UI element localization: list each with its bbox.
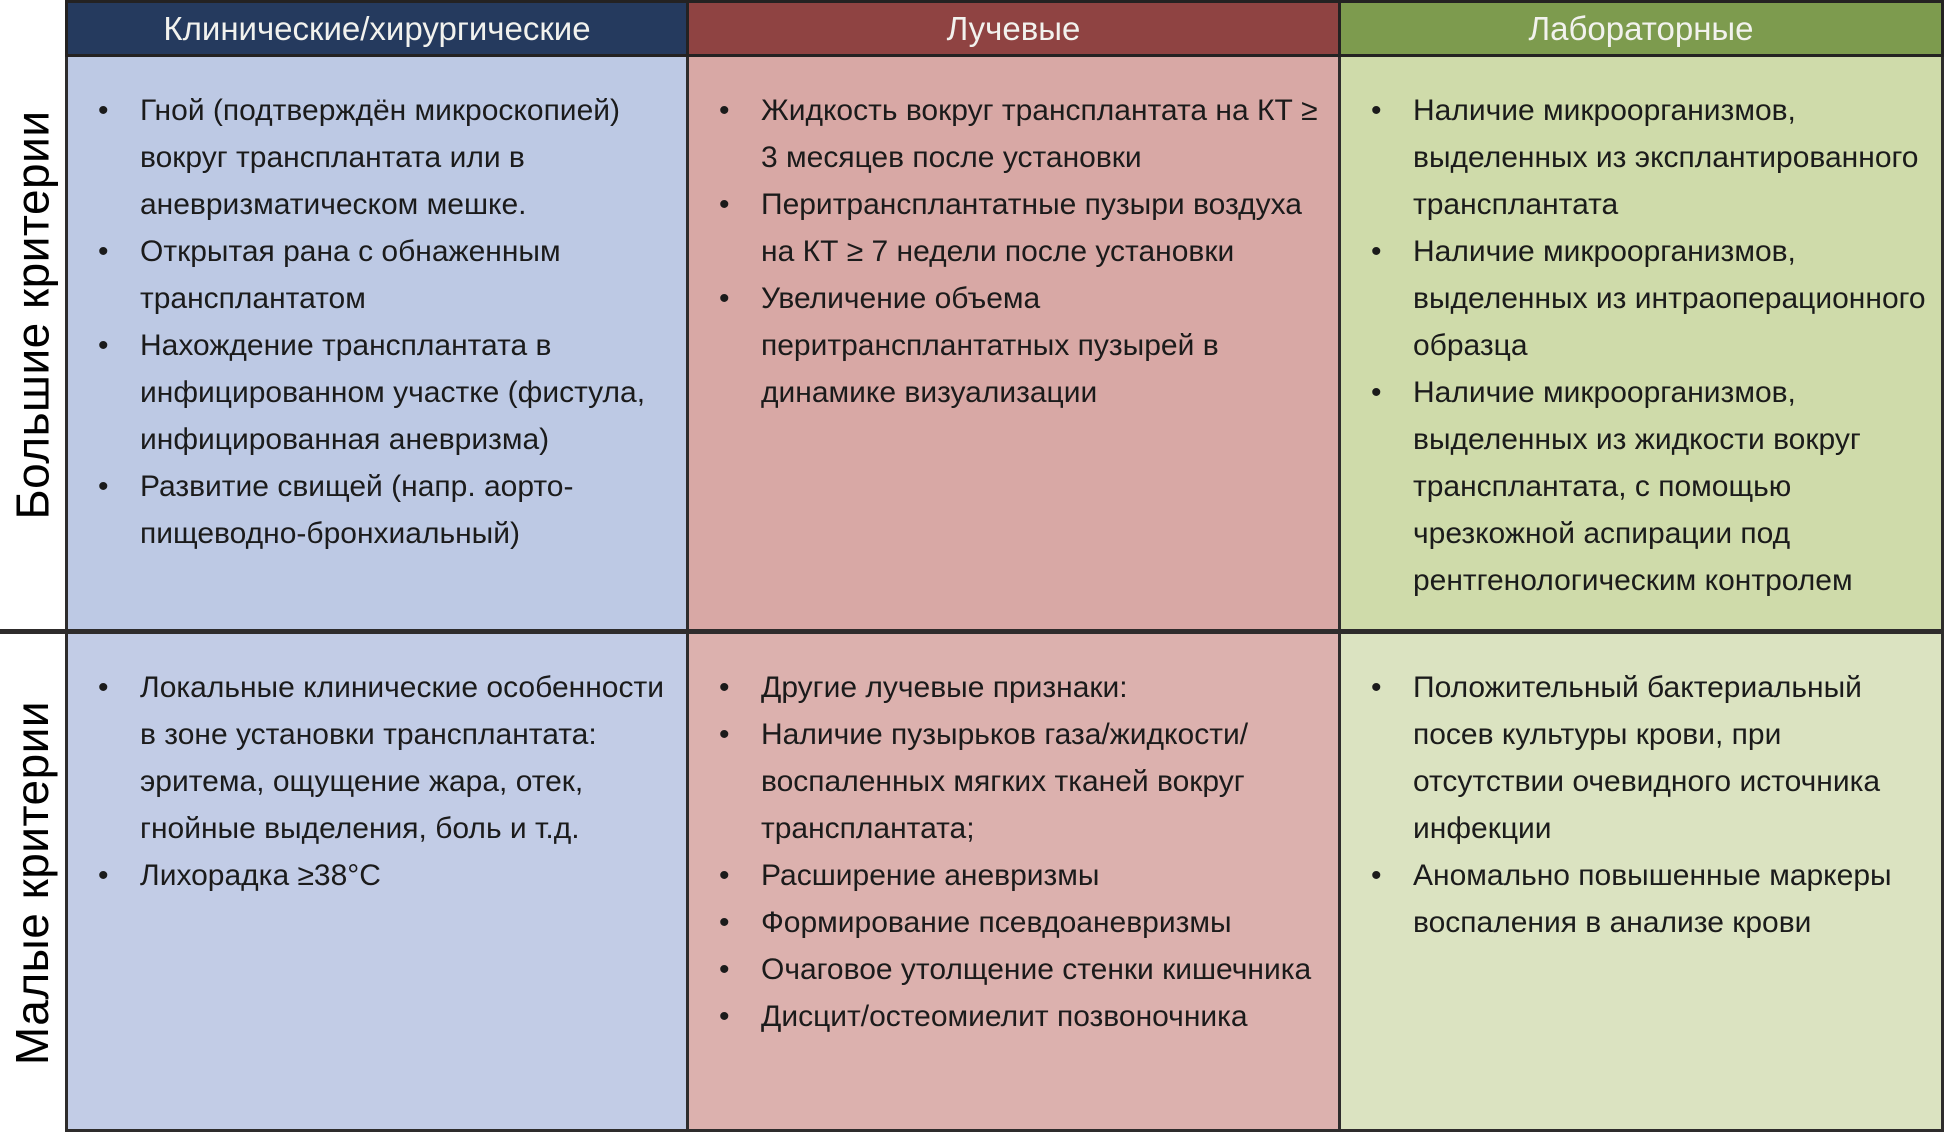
row-label-major: Большие критерии: [6, 109, 59, 520]
bullet-item: • Жидкость вокруг трансплантата на КТ ≥ 3 месяцев после установки: [715, 87, 1324, 181]
bullet-list-minor-clinical: [94, 664, 672, 899]
cell-major-radiology: [686, 57, 1338, 634]
bullet-item: • Нахождение трансплантата в инфицированном участке (фистула, инфицированная аневризма): [94, 322, 672, 463]
cell-minor-radiology: [686, 634, 1338, 1132]
bullet-item: • Развитие свищей (напр. аорто-пищеводно-бронхиальный): [94, 463, 672, 557]
column-header-clinical-surgical: [65, 0, 686, 57]
bullet-item: • Наличие микроорганизмов, выделенных из интраоперационного образца: [1367, 228, 1927, 369]
bullet-item: • Открытая рана с обнаженным трансплантатом: [94, 228, 672, 322]
bullet-item: • Формирование псевдоаневризмы: [715, 899, 1324, 946]
bullet-item: • Расширение аневризмы: [715, 852, 1324, 899]
bullet-item: • Аномально повышенные маркеры воспаления в анализе крови: [1367, 852, 1927, 946]
bullet-item: • Наличие микроорганизмов, выделенных из жидкости вокруг трансплантата, с помощью чрезкожной аспирации под рентгенологическим контролем: [1367, 369, 1927, 604]
cell-minor-clinical: [65, 634, 686, 1132]
cell-minor-laboratory: [1338, 634, 1944, 1132]
bullet-item: • Другие лучевые признаки:: [715, 664, 1324, 711]
column-header-radiology: [686, 0, 1338, 57]
bullet-item: • Очаговое утолщение стенки кишечника: [715, 946, 1324, 993]
column-header-laboratory: [1338, 0, 1944, 57]
bullet-item: • Перитрансплантатные пузыри воздуха на КТ ≥ 7 недели после установки: [715, 181, 1324, 275]
column-header-radiology-label: Лучевые: [946, 9, 1081, 47]
bullet-item: • Наличие микроорганизмов, выделенных из эксплантированного трансплантата: [1367, 87, 1927, 228]
bullet-item: • Дисцит/остеомиелит позвоночника: [715, 993, 1324, 1040]
bullet-list-minor-radiology: [715, 664, 1324, 1040]
bullet-item: • Положительный бактериальный посев культуры крови, при отсутствии очевидного источника инфекции: [1367, 664, 1927, 852]
row-label-minor: Малые критерии: [6, 700, 59, 1066]
bullet-list-major-laboratory: [1367, 87, 1927, 604]
cell-major-laboratory: [1338, 57, 1944, 634]
bullet-item: • Гной (подтверждён микроскопией) вокруг трансплантата или в аневризматическом мешке.: [94, 87, 672, 228]
bullet-item: • Лихорадка ≥38°C: [94, 852, 672, 899]
row-group-minor: [0, 634, 65, 1132]
bullet-list-minor-laboratory: [1367, 664, 1927, 946]
column-header-laboratory-label: Лабораторные: [1528, 9, 1754, 47]
row-group-major: [0, 0, 65, 634]
bullet-list-major-clinical: [94, 87, 672, 557]
bullet-item: • Наличие пузырьков газа/жидкости/воспаленных мягких тканей вокруг трансплантата;: [715, 711, 1324, 852]
bullet-item: • Локальные клинические особенности в зоне установки трансплантата: эритема, ощущение жара, отек, гнойные выделения, боль и т.д.: [94, 664, 672, 852]
bullet-list-major-radiology: [715, 87, 1324, 416]
cell-major-clinical: [65, 57, 686, 634]
column-header-clinical-surgical-label: Клинические/хирургические: [163, 9, 591, 47]
bullet-item: • Увеличение объема перитрансплантатных пузырей в динамике визуализации: [715, 275, 1324, 416]
